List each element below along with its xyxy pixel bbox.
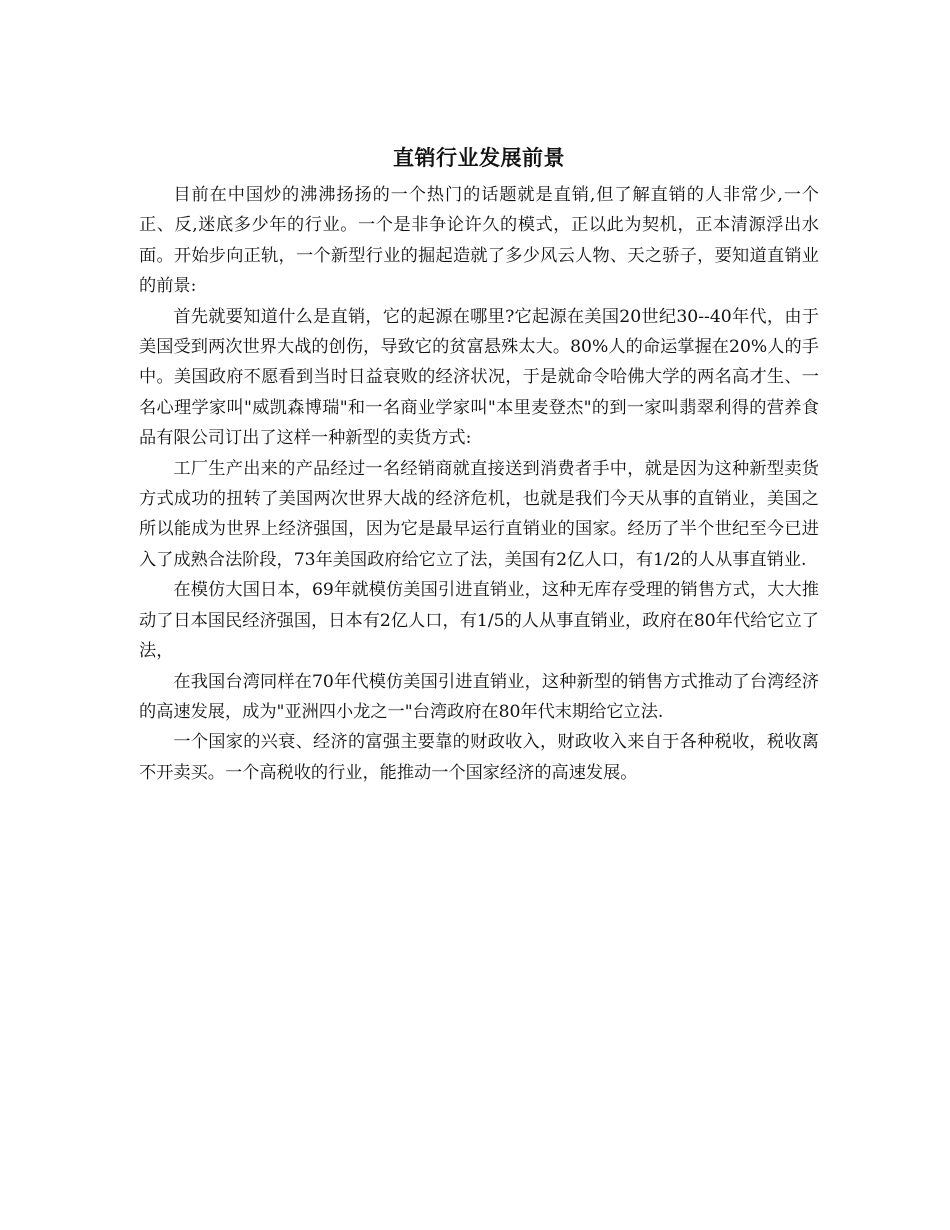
paragraph-5: 在我国台湾同样在70年代模仿美国引进直销业，这种新型的销售方式推动了台湾经济的高速发展，成为"亚洲四小龙之一"台湾政府在80年代末期给它立法. [139,671,819,722]
paragraph-3: 工厂生产出来的产品经过一名经销商就直接送到消费者手中，就是因为这种新型卖货方式成功的扭转了美国两次世界大战的经济危机，也就是我们今天从事的直销业，美国之所以能成为世界上经济强国，因为它是最早运行直销业的国家。经历了半个世纪至今已进入了成熟合法阶段，73年美国政府给它立了法，美国有2亿人口，有1/2的人从事直销业. [139,458,819,570]
document-title: 直销行业发展前景 [393,145,565,170]
paragraph-4: 在模仿大国日本，69年就模仿美国引进直销业，这种无库存受理的销售方式，大大推动了日本国民经济强国，日本有2亿人口，有1/5的人从事直销业，政府在80年代给它立了法， [139,580,819,662]
paragraph-2: 首先就要知道什么是直销，它的起源在哪里?它起源在美国20世纪30--40年代，由于美国受到两次世界大战的创伤，导致它的贫富悬殊太大。80%人的命运掌握在20%人的手中。美国政府不愿看到当时日益衰败的经济状况，于是就命令哈佛大学的两名高才生、一名心理学家叫"威凯森博瑞"和一名商业学家叫"本里麦登杰"的到一家叫翡翠利得的营养食品有限公司订出了这样一种新型的卖货方式: [139,306,819,449]
paragraph-6: 一个国家的兴衰、经济的富强主要靠的财政收入，财政收入来自于各种税收，税收离不开卖买。一个高税收的行业，能推动一个国家经济的高速发展。 [139,732,819,783]
paragraph-1: 目前在中国炒的沸沸扬扬的一个热门的话题就是直销,但了解直销的人非常少,一个正、反,迷底多少年的行业。一个是非争论许久的模式，正以此为契机，正本清源浮出水面。开始步向正轨，一个新型行业的掘起造就了多少风云人物、天之骄子，要知道直销业的前景: [139,185,819,297]
document-body [139,142,819,788]
